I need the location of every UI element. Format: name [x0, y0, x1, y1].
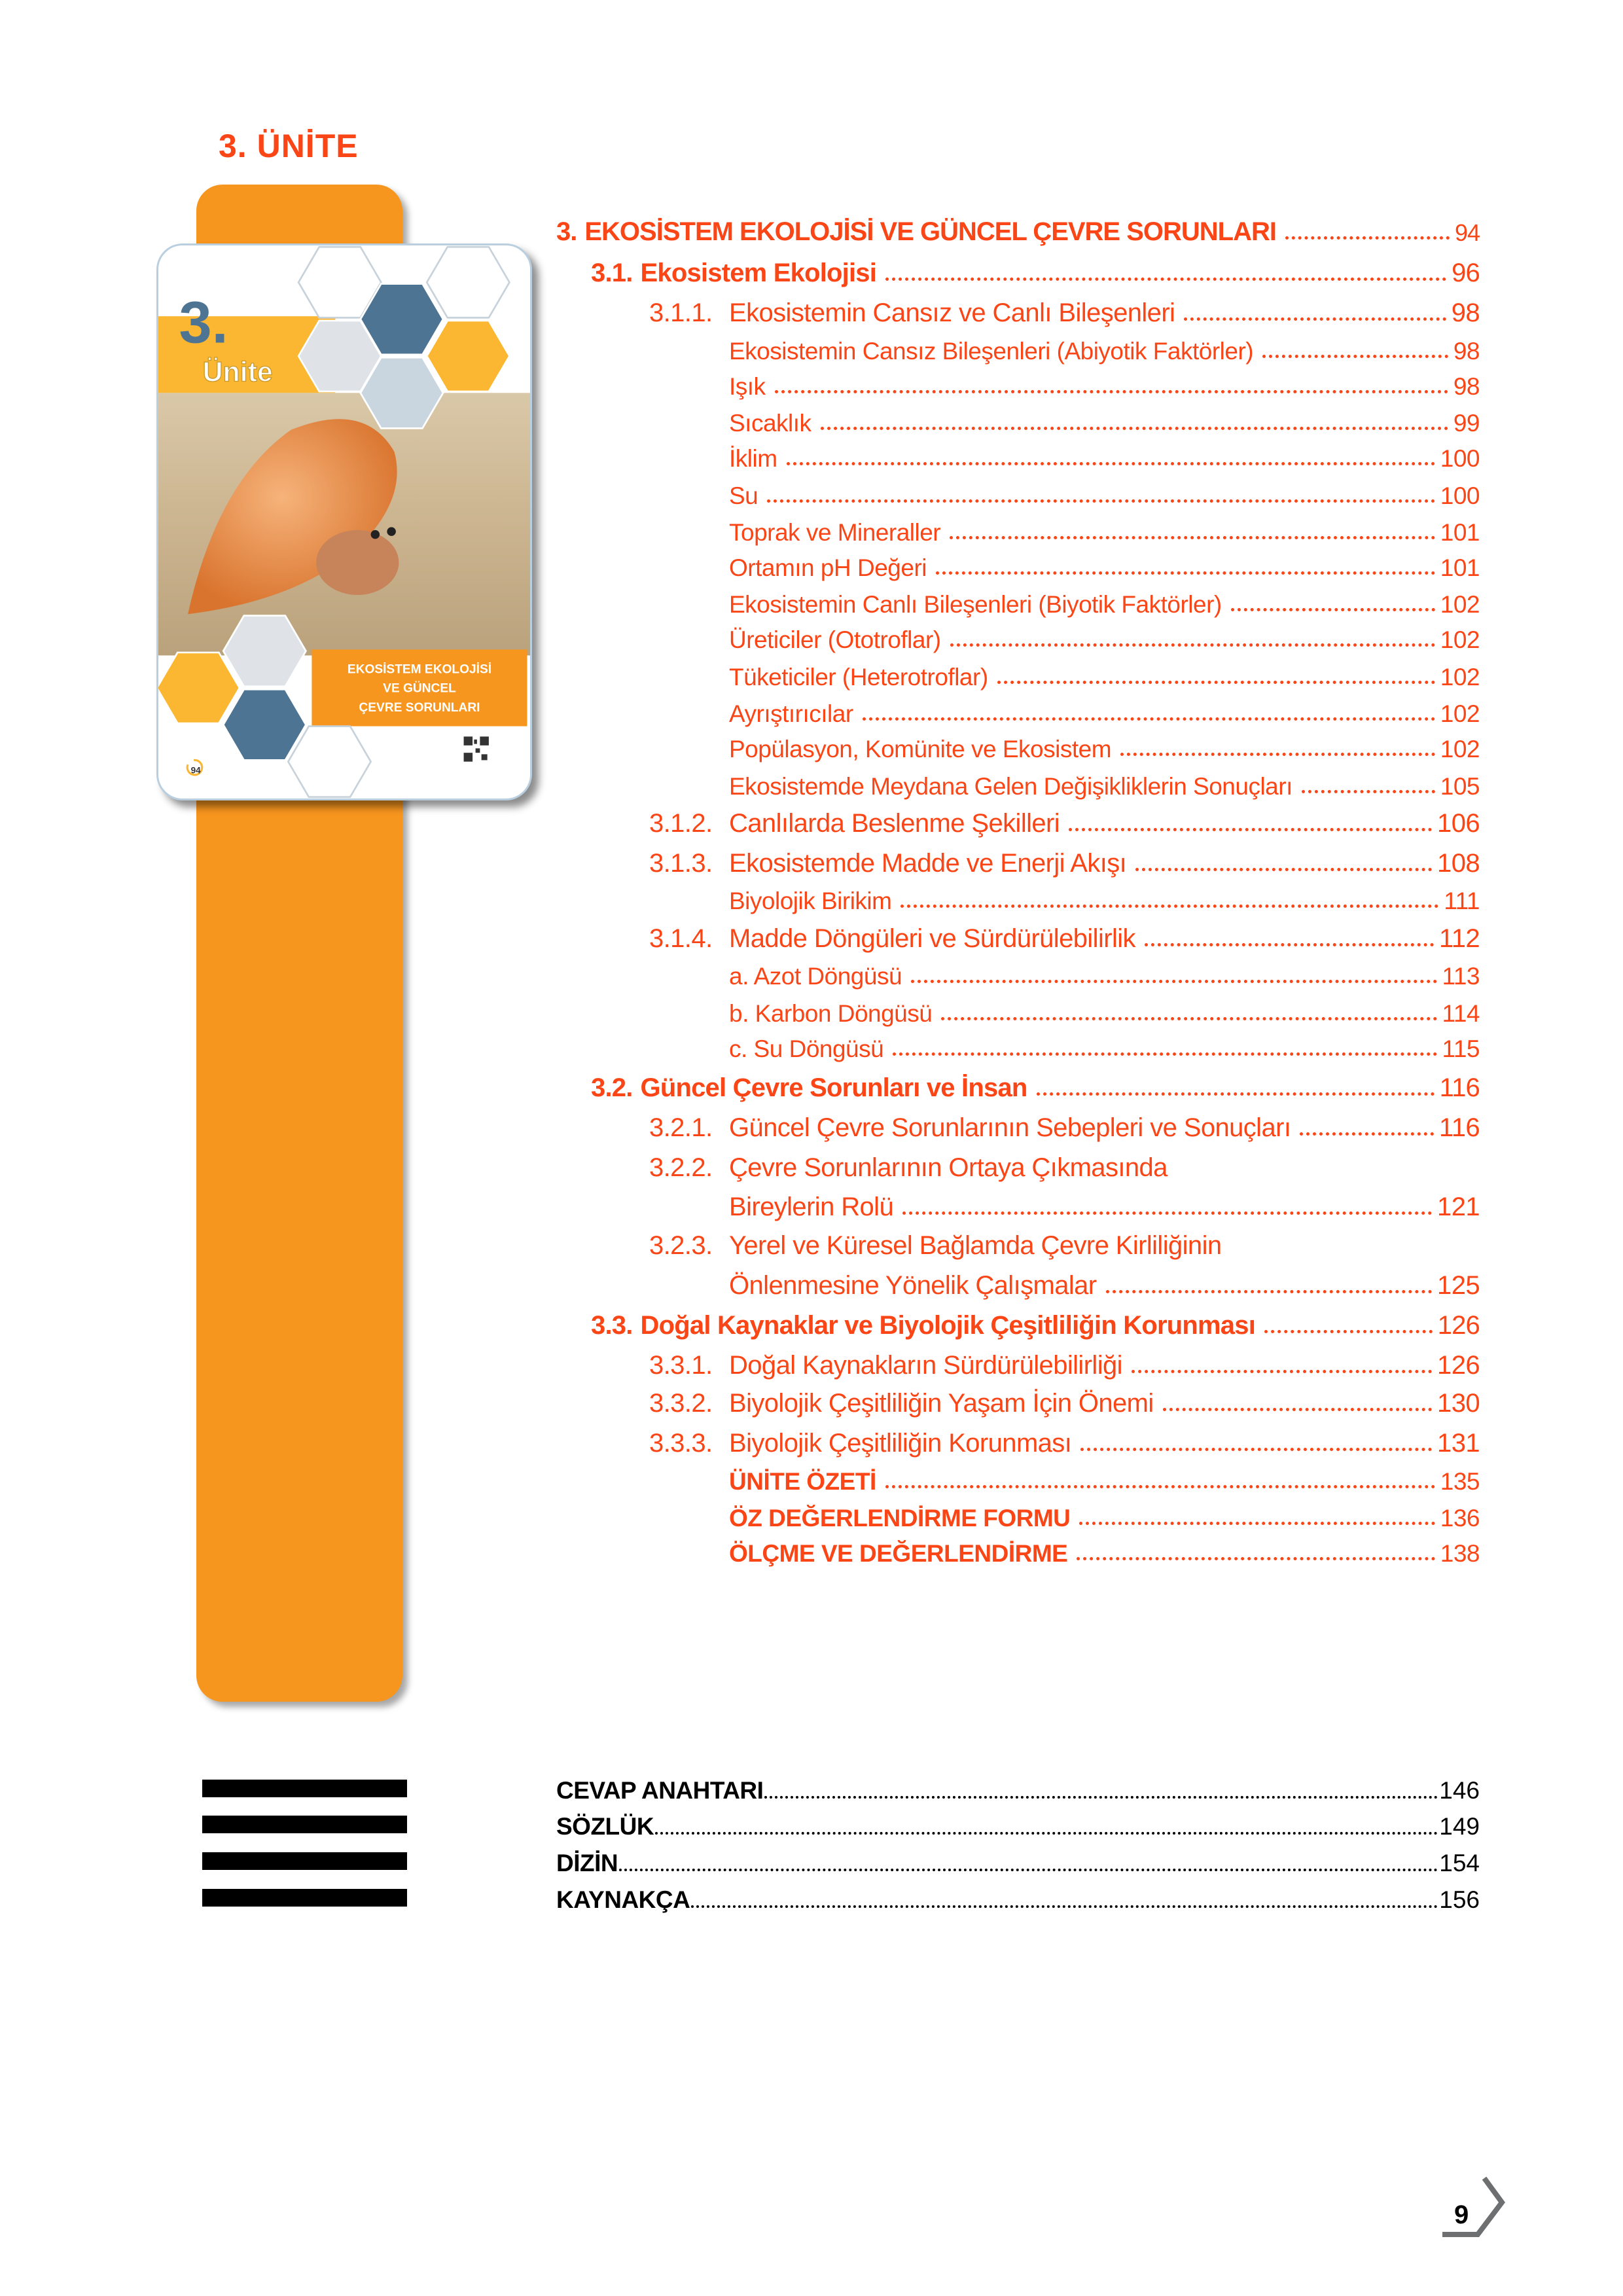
page-arrow-icon [1440, 2173, 1512, 2245]
unit-cover-thumbnail [156, 243, 532, 800]
dot-leader [619, 1869, 1438, 1871]
dot-leader [767, 499, 1435, 503]
toc-entry-title: Su [729, 482, 758, 509]
toc-entry-continuation[interactable] [729, 1261, 1480, 1300]
toc-entry-page: 100 [1440, 445, 1480, 472]
toc-entry-title: Işık [729, 373, 766, 400]
toc-entry[interactable] [649, 1419, 1480, 1458]
toc-entry-title: ÖZ DEĞERLENDİRME FORMU [729, 1505, 1071, 1532]
toc-entry-page: 112 [1439, 924, 1480, 953]
toc-entry-title: Canlılarda Beslenme Şekilleri [729, 809, 1060, 838]
toc-entry[interactable] [649, 289, 1480, 328]
toc-entry-page: 98 [1453, 338, 1480, 365]
toc-entry[interactable] [729, 326, 1480, 365]
dot-leader [821, 427, 1448, 430]
toc-entry-title: Üreticiler (Ototroflar) [729, 626, 941, 653]
unit-label: 3. ÜNİTE [219, 128, 359, 164]
toc-entry-page: 101 [1440, 554, 1480, 581]
toc-entry[interactable] [729, 761, 1480, 800]
toc-entry-page: 113 [1442, 963, 1480, 990]
dot-leader [787, 462, 1435, 465]
section-bar-4 [202, 1889, 407, 1907]
back-matter-entry[interactable] [556, 1772, 1480, 1804]
toc-entry-title: Ekosistemde Meydana Gelen Değişikliklerin Sonuçları [729, 773, 1293, 800]
toc-entry-number: 3.3.1. [649, 1351, 713, 1380]
dot-leader [1079, 1522, 1435, 1525]
dot-leader [885, 278, 1446, 281]
cover-page-number: 94 [190, 765, 201, 776]
toc-entry[interactable] [729, 579, 1480, 619]
toc-entry-page: 131 [1437, 1429, 1480, 1458]
dot-leader [764, 1796, 1438, 1799]
dot-leader [1069, 828, 1432, 831]
toc-entry[interactable] [649, 1341, 1480, 1380]
toc-entry[interactable] [729, 951, 1480, 990]
toc-entry[interactable] [649, 799, 1480, 838]
toc-entry[interactable] [729, 1456, 1480, 1496]
dot-leader [997, 681, 1435, 684]
toc-entry-page: 116 [1439, 1113, 1480, 1142]
cover-art [158, 245, 530, 798]
toc-entry-page: 136 [1440, 1505, 1480, 1532]
toc-entry[interactable] [729, 1493, 1480, 1532]
back-matter-entry[interactable] [556, 1844, 1480, 1877]
toc-entry-number: 3.1. [591, 259, 633, 287]
toc-entry-title: Ayrıştırıcılar [729, 700, 853, 727]
toc-entry[interactable] [729, 398, 1480, 437]
cover-title-line-1: EKOSİSTEM EKOLOJİSİ [347, 662, 492, 677]
toc-entry-title: Biyolojik Çeşitliliğin Korunması [729, 1429, 1072, 1458]
toc-entry-page: 101 [1440, 519, 1480, 546]
toc-entry[interactable] [729, 543, 1480, 582]
toc-entry-title: Biyolojik Çeşitliliğin Yaşam İçin Önemi [729, 1389, 1154, 1418]
toc-entry-number: 3.2. [591, 1073, 633, 1102]
back-matter-entry[interactable] [556, 1881, 1480, 1914]
dot-leader [1135, 868, 1432, 871]
toc-entry-title-cont: Bireylerin Rolü [729, 1193, 894, 1221]
toc-entry[interactable] [729, 988, 1480, 1028]
toc-entry-title: Ekosistemin Canlı Bileşenleri (Biyotik Faktörler) [729, 591, 1222, 618]
toc-entry[interactable] [729, 507, 1480, 547]
dot-leader [893, 1052, 1436, 1056]
toc-entry-title: Güncel Çevre Sorunlarının Sebepleri ve Sonuçları [729, 1113, 1291, 1142]
toc-entry-title-cont: Önlenmesine Yönelik Çalışmalar [729, 1271, 1097, 1300]
toc-entry-page: 98 [1451, 298, 1480, 327]
dot-leader [1264, 1330, 1433, 1333]
cover-unit-word: Ünite [202, 356, 273, 388]
toc-entry[interactable] [729, 724, 1480, 763]
back-matter-page: 146 [1439, 1777, 1480, 1804]
toc-entry-page: 125 [1437, 1271, 1480, 1300]
toc-entry-title: Madde Döngüleri ve Sürdürülebilirlik [729, 924, 1135, 953]
toc-entry-page: 126 [1437, 1311, 1480, 1340]
back-matter-page: 149 [1439, 1813, 1480, 1840]
dot-leader [775, 390, 1448, 393]
toc-entry-title: İklim [729, 445, 777, 472]
toc-entry[interactable] [556, 207, 1480, 247]
toc-entry-page: 100 [1440, 482, 1480, 509]
toc-entry-page: 130 [1437, 1389, 1480, 1418]
page-number: 9 [1454, 2200, 1469, 2229]
back-matter-page: 156 [1439, 1886, 1480, 1913]
toc-entry-title: ÖLÇME VE DEĞERLENDİRME [729, 1540, 1068, 1567]
dot-leader [901, 905, 1438, 908]
toc-entry-page: 106 [1437, 809, 1480, 838]
section-bar-3 [202, 1852, 407, 1870]
crab-body [316, 530, 399, 595]
toc-entry-number: 3.3. [591, 1311, 633, 1340]
toc-entry-page: 96 [1452, 259, 1480, 287]
toc-entry-number: 3.1.4. [649, 924, 713, 953]
toc-entry-title: c. Su Döngüsü [729, 1035, 884, 1062]
toc-entry[interactable] [729, 652, 1480, 691]
toc-entry-page: 94 [1454, 219, 1480, 246]
dot-leader [902, 1211, 1432, 1215]
toc-entry-number: 3.2.2. [649, 1153, 713, 1182]
cover-title-line-2: VE GÜNCEL [383, 681, 456, 696]
dot-leader [1037, 1092, 1435, 1096]
toc-entry[interactable] [729, 361, 1480, 401]
toc-entry-continuation[interactable] [729, 1183, 1480, 1222]
toc-entry[interactable] [649, 1221, 1480, 1261]
toc-entry-page: 121 [1437, 1193, 1480, 1221]
toc-entry[interactable] [729, 1024, 1480, 1063]
toc-entry-page: 114 [1442, 1000, 1480, 1027]
toc-entry-page: 102 [1440, 664, 1480, 691]
dot-leader [691, 1905, 1438, 1908]
toc-entry[interactable] [649, 1379, 1480, 1418]
dot-leader [1163, 1408, 1432, 1411]
toc-entry-page: 111 [1444, 888, 1480, 914]
toc-entry-page: 126 [1437, 1351, 1480, 1380]
dot-leader [1300, 1132, 1434, 1136]
toc-entry-title: Ekosistem Ekolojisi [640, 259, 877, 287]
section-bar-1 [202, 1780, 407, 1797]
toc-entry-number: 3. [556, 217, 577, 246]
toc-entry-page: 115 [1442, 1035, 1480, 1062]
toc-entry-number: 3.1.1. [649, 298, 713, 327]
toc-entry[interactable] [729, 689, 1480, 728]
toc-entry-page: 138 [1440, 1540, 1480, 1567]
toc-entry[interactable] [729, 1528, 1480, 1568]
toc-entry-page: 102 [1440, 700, 1480, 727]
toc-entry[interactable] [591, 1301, 1480, 1340]
toc-entry-title: Toprak ve Mineraller [729, 519, 941, 546]
dot-leader [941, 1017, 1436, 1020]
toc-entry-page: 102 [1440, 626, 1480, 653]
dot-leader [1231, 608, 1435, 611]
toc-entry[interactable] [729, 471, 1480, 510]
toc-entry[interactable] [729, 876, 1480, 915]
back-matter-title: SÖZLÜK [556, 1813, 654, 1840]
dot-leader [1077, 1557, 1435, 1560]
toc-entry-title: Ekosistemin Cansız Bileşenleri (Abiyotik Faktörler) [729, 338, 1254, 365]
dot-leader [1184, 317, 1446, 321]
dot-leader [1080, 1448, 1432, 1451]
toc-entry[interactable] [591, 1064, 1480, 1103]
toc-entry-number: 3.2.3. [649, 1231, 713, 1260]
toc-entry-number: 3.1.3. [649, 849, 713, 878]
toc-entry-title: a. Azot Döngüsü [729, 963, 902, 990]
toc-entry[interactable] [649, 1143, 1480, 1183]
dot-leader [655, 1832, 1438, 1835]
back-matter-title: KAYNAKÇA [556, 1886, 690, 1913]
toc-entry-page: 116 [1439, 1073, 1480, 1102]
back-matter-entry[interactable] [556, 1808, 1480, 1840]
dot-leader [1302, 790, 1435, 793]
toc-entry-page: 135 [1440, 1468, 1480, 1495]
dot-leader [885, 1485, 1435, 1488]
toc-entry-title: Sıcaklık [729, 410, 812, 437]
toc-entry-number: 3.3.3. [649, 1429, 713, 1458]
toc-entry-title: Ortamın pH Değeri [729, 554, 927, 581]
back-matter-title: CEVAP ANAHTARI [556, 1777, 764, 1804]
dot-leader [950, 643, 1435, 647]
cover-title-line-3: ÇEVRE SORUNLARI [359, 701, 480, 715]
toc-entry-title: b. Karbon Döngüsü [729, 1000, 933, 1027]
toc-entry-title: Biyolojik Birikim [729, 888, 892, 914]
toc-entry[interactable] [729, 433, 1480, 473]
dot-leader [1120, 753, 1435, 756]
toc-entry-title: Yerel ve Küresel Bağlamda Çevre Kirliliğinin [729, 1231, 1222, 1260]
dot-leader [950, 536, 1435, 539]
dot-leader [1145, 943, 1434, 946]
toc-entry-title: EKOSİSTEM EKOLOJİSİ VE GÜNCEL ÇEVRE SORUNLARI [584, 217, 1276, 246]
dot-leader [936, 571, 1435, 575]
toc-entry-title: Güncel Çevre Sorunları ve İnsan [640, 1073, 1027, 1102]
toc-entry-page: 108 [1437, 849, 1480, 878]
toc-entry-page: 98 [1453, 373, 1480, 400]
back-matter-title: DİZİN [556, 1850, 618, 1876]
dot-leader [1285, 236, 1450, 240]
toc-entry-title: Ekosistemde Madde ve Enerji Akışı [729, 849, 1127, 878]
dot-leader [911, 980, 1436, 983]
dot-leader [1262, 355, 1448, 358]
toc-entry-number: 3.2.1. [649, 1113, 713, 1142]
toc-entry[interactable] [649, 914, 1480, 954]
toc-entry[interactable] [649, 1103, 1480, 1143]
dot-leader [863, 717, 1435, 721]
toc-entry-title: Doğal Kaynakların Sürdürülebilirliği [729, 1351, 1122, 1380]
toc-entry-title: Popülasyon, Komünite ve Ekosistem [729, 736, 1112, 762]
toc-entry-title: Tüketiciler (Heterotroflar) [729, 664, 988, 691]
back-matter-page: 154 [1439, 1850, 1480, 1876]
toc-entry-page: 102 [1440, 591, 1480, 618]
toc-entry[interactable] [649, 839, 1480, 878]
section-bar-2 [202, 1816, 407, 1833]
dot-leader [1106, 1290, 1433, 1293]
toc-entry-title: ÜNİTE ÖZETİ [729, 1468, 876, 1495]
toc-entry-page: 105 [1440, 773, 1480, 800]
toc-entry-title: Çevre Sorunlarının Ortaya Çıkmasında [729, 1153, 1168, 1182]
toc-entry[interactable] [591, 249, 1480, 288]
qr-code-icon [464, 736, 489, 761]
toc-entry-title: Ekosistemin Cansız ve Canlı Bileşenleri [729, 298, 1175, 327]
toc-entry[interactable] [729, 615, 1480, 654]
dot-leader [1132, 1370, 1432, 1373]
toc-entry-number: 3.1.2. [649, 809, 713, 838]
cover-unit-number: 3. [179, 289, 228, 356]
toc-entry-title: Doğal Kaynaklar ve Biyolojik Çeşitliliğin Korunması [640, 1311, 1256, 1340]
toc-entry-page: 102 [1440, 736, 1480, 762]
toc-entry-number: 3.3.2. [649, 1389, 713, 1418]
toc-entry-page: 99 [1453, 410, 1480, 437]
